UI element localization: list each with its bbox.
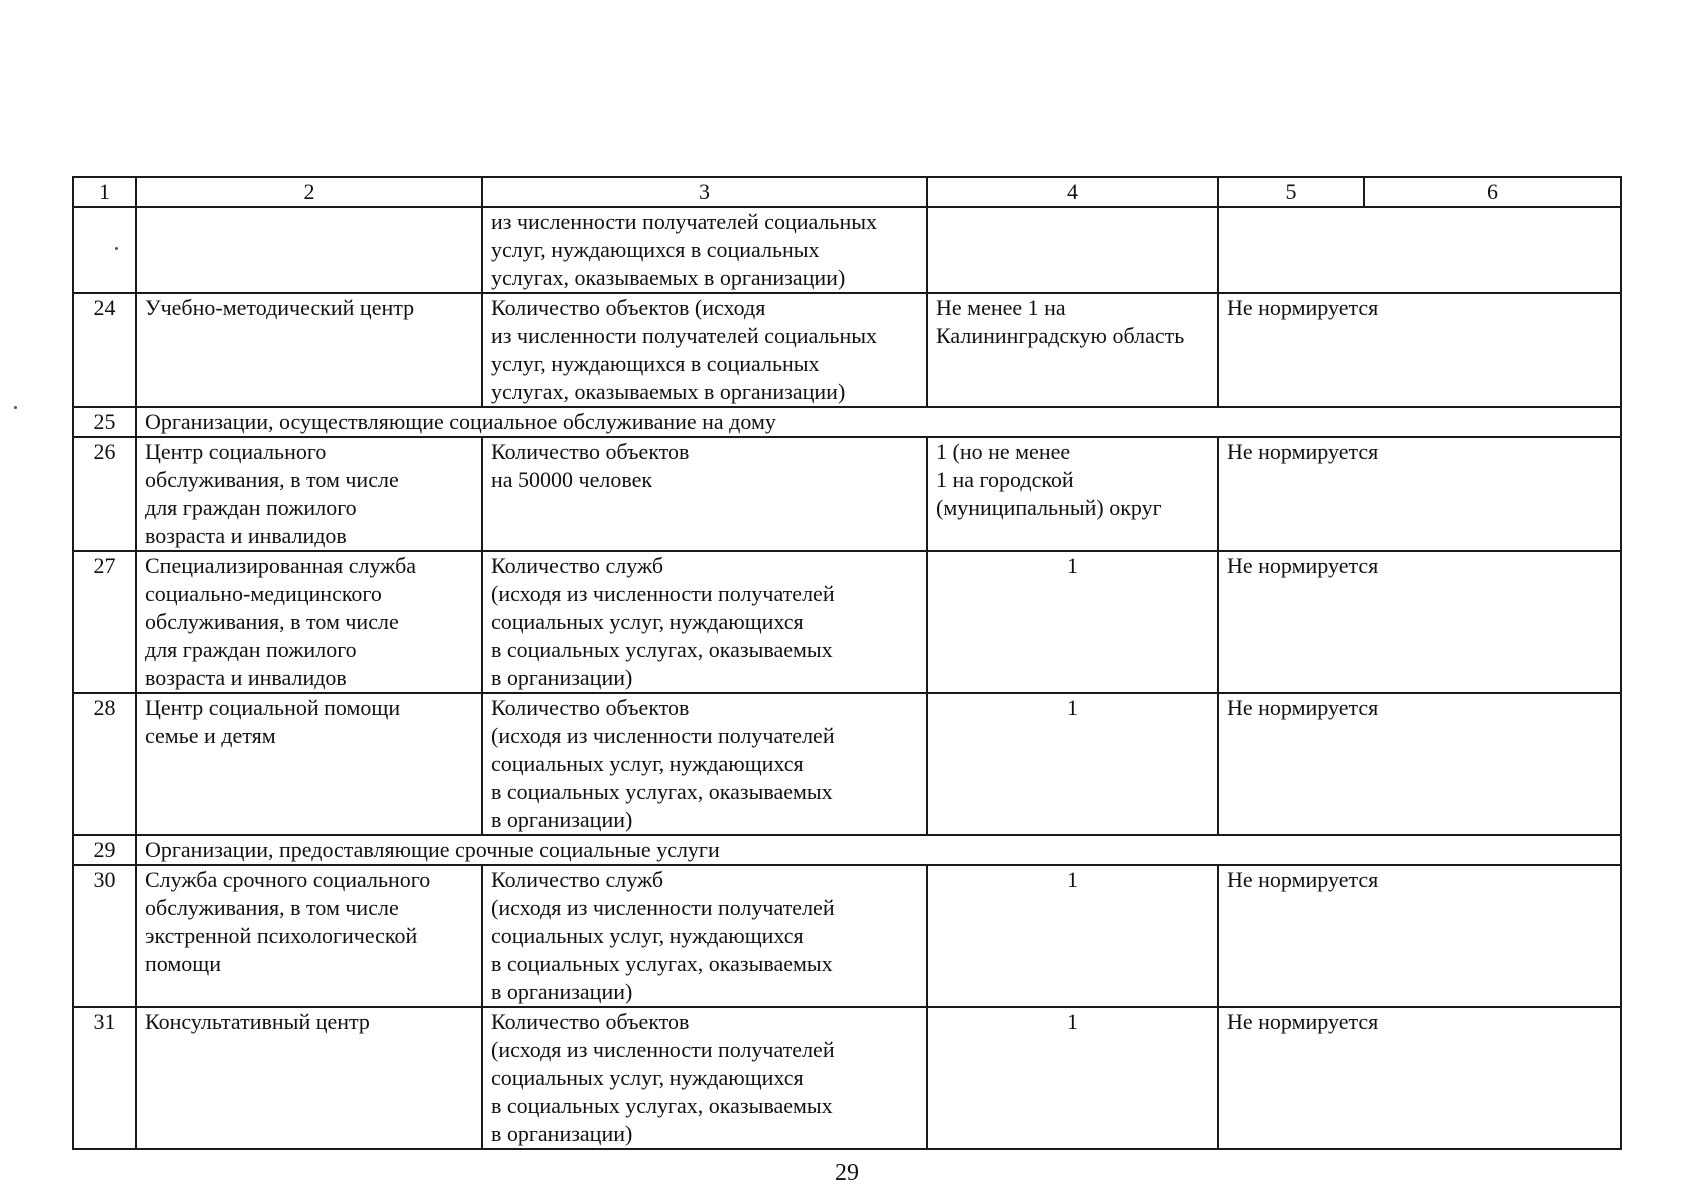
table-row [73, 551, 1621, 693]
indicator-text: Количество объектов (исходя из численности получателей социальных услуг, нуждающихся в социальных услугах, оказываемых в организации) [482, 1007, 927, 1149]
row-number: 29 [73, 835, 136, 865]
continuation-name-cell [136, 207, 482, 293]
continuation-indicator-cell: из численности получателей социальных услуг, нуждающихся в социальных услугах, оказываемых в организации) [482, 207, 927, 293]
row-number: 31 [73, 1007, 136, 1149]
indicator-text: Количество служб (исходя из численности получателей социальных услуг, нуждающихся в социальных услугах, оказываемых в организации) [482, 865, 927, 1007]
section-title: Организации, предоставляющие срочные социальные услуги [136, 835, 1621, 865]
facility-name: Центр социальной помощи семье и детям [136, 693, 482, 835]
row-number: 24 [73, 293, 136, 407]
note-text: Не нормируется [1218, 1007, 1621, 1149]
note-text: Не нормируется [1218, 437, 1621, 551]
header-cell-3: 3 [482, 177, 927, 207]
scan-speck [115, 247, 118, 250]
header-cell-2: 2 [136, 177, 482, 207]
facility-name: Центр социального обслуживания, в том числе для граждан пожилого возраста и инвалидов [136, 437, 482, 551]
note-text: Не нормируется [1218, 693, 1621, 835]
continuation-num-cell [73, 207, 136, 293]
continuation-note-cell [1218, 207, 1621, 293]
indicator-text: Количество служб (исходя из численности получателей социальных услуг, нуждающихся в социальных услугах, оказываемых в организации) [482, 551, 927, 693]
table-row [73, 693, 1621, 835]
facility-name: Учебно-методический центр [136, 293, 482, 407]
indicator-text: Количество объектов (исходя из численности получателей социальных услуг, нуждающихся в социальных услугах, оказываемых в организации) [482, 293, 927, 407]
page-number: 29 [835, 1160, 859, 1186]
indicator-text: Количество объектов (исходя из численности получателей социальных услуг, нуждающихся в социальных услугах, оказываемых в организации) [482, 693, 927, 835]
table-row [73, 437, 1621, 551]
table-row [73, 865, 1621, 1007]
section-row [73, 835, 1621, 865]
section-title: Организации, осуществляющие социальное обслуживание на дому [136, 407, 1621, 437]
norm-value: 1 [927, 551, 1218, 693]
scan-speck [14, 406, 17, 409]
row-number: 28 [73, 693, 136, 835]
facility-name: Консультативный центр [136, 1007, 482, 1149]
norm-value: 1 (но не менее 1 на городской (муниципальный) округ [927, 437, 1218, 551]
facility-name: Специализированная служба социально-медицинского обслуживания, в том числе для граждан пожилого возраста и инвалидов [136, 551, 482, 693]
note-text: Не нормируется [1218, 865, 1621, 1007]
column-number-header-row [73, 177, 1621, 207]
norm-value: Не менее 1 на Калининградскую область [927, 293, 1218, 407]
table-row [73, 1007, 1621, 1149]
table-row [73, 293, 1621, 407]
header-cell-5: 5 [1218, 177, 1364, 207]
header-cell-1: 1 [73, 177, 136, 207]
continuation-value-cell [927, 207, 1218, 293]
table-body [73, 177, 1621, 1149]
continuation-row [73, 207, 1621, 293]
note-text: Не нормируется [1218, 293, 1621, 407]
header-cell-6: 6 [1364, 177, 1621, 207]
facility-name: Служба срочного социального обслуживания, в том числе экстренной психологической помощи [136, 865, 482, 1007]
indicator-text: Количество объектов на 50000 человек [482, 437, 927, 551]
norm-value: 1 [927, 865, 1218, 1007]
header-cell-4: 4 [927, 177, 1218, 207]
norm-value: 1 [927, 1007, 1218, 1149]
row-number: 30 [73, 865, 136, 1007]
note-text: Не нормируется [1218, 551, 1621, 693]
row-number: 25 [73, 407, 136, 437]
row-number: 26 [73, 437, 136, 551]
norms-table [72, 176, 1622, 1150]
section-row [73, 407, 1621, 437]
row-number: 27 [73, 551, 136, 693]
norm-value: 1 [927, 693, 1218, 835]
